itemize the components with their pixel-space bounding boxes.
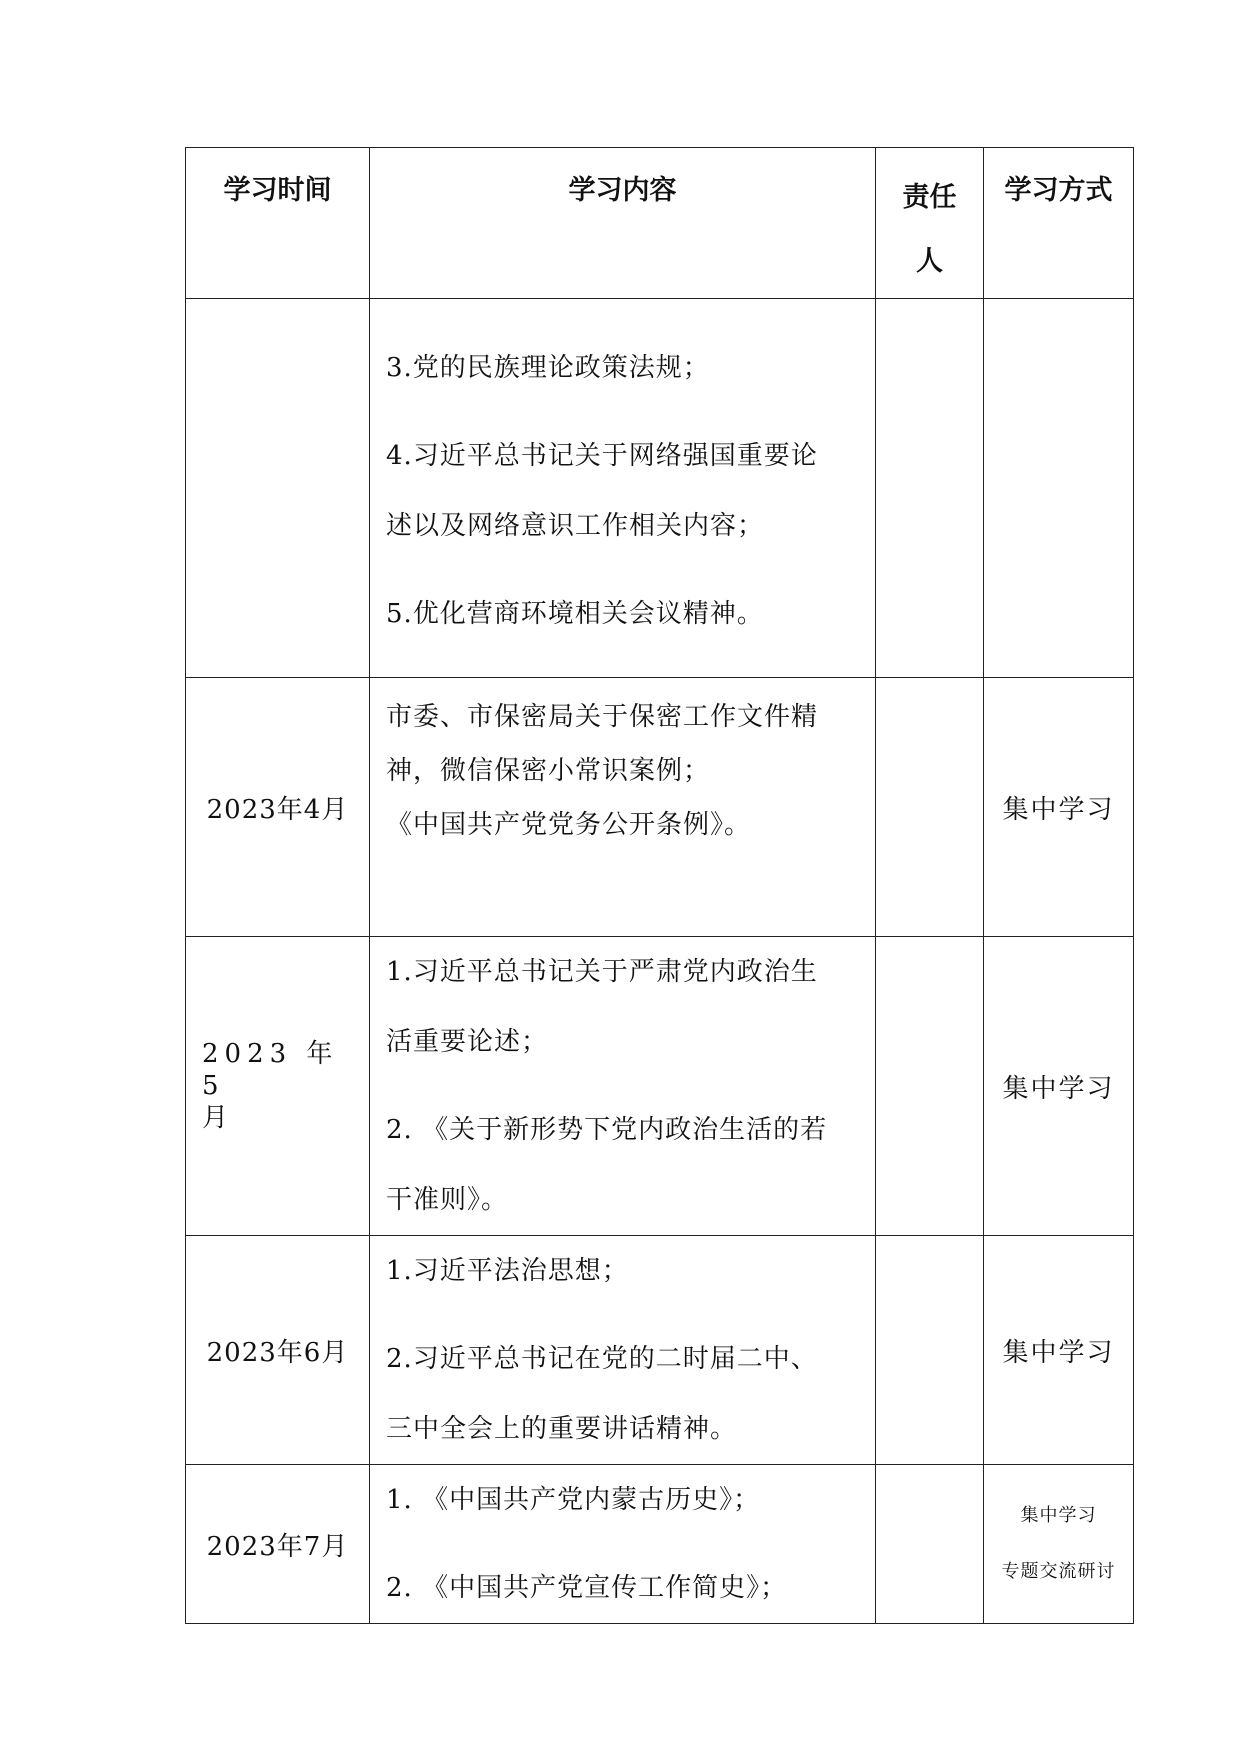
method-cell: 集中学习 — [984, 1236, 1134, 1465]
method-cell — [984, 299, 1134, 678]
person-cell — [876, 937, 984, 1236]
header-study-method: 学习方式 — [984, 148, 1134, 299]
table-row — [186, 299, 1134, 678]
person-cell — [876, 1236, 984, 1465]
content-line: 1. 《中国共产党内蒙古历史》； — [386, 1485, 761, 1515]
content-line: 1.习近平法治思想； — [386, 1256, 629, 1286]
content-cell — [370, 678, 876, 937]
content-line: 活重要论述； — [386, 1027, 549, 1057]
time-cell — [186, 937, 370, 1236]
content-cell — [370, 937, 876, 1236]
method-line-1: 集中学习 — [1020, 1505, 1097, 1526]
header-person-line-1: 责任 — [902, 182, 957, 213]
header-responsible-person — [876, 148, 984, 299]
header-study-time: 学习时间 — [186, 148, 370, 299]
method-cell: 集中学习 — [984, 678, 1134, 937]
table-header-row — [186, 148, 1134, 299]
content-line: 4.习近平总书记关于网络强国重要论 — [386, 441, 818, 471]
person-cell — [876, 1465, 984, 1624]
method-line-2: 专题交流研讨 — [1001, 1561, 1116, 1582]
table-row — [186, 1236, 1134, 1465]
time-line-1: 2023 年 5 — [202, 1039, 339, 1101]
time-line-2: 月 — [202, 1103, 235, 1133]
method-cell: 集中学习 — [984, 937, 1134, 1236]
content-line: 《中国共产党党务公开条例》。 — [386, 810, 752, 840]
person-cell — [876, 299, 984, 678]
content-line: 神，微信保密小常识案例； — [386, 756, 711, 786]
content-line: 1.习近平总书记关于严肃党内政治生 — [386, 957, 818, 987]
content-line: 5.优化营商环境相关会议精神。 — [386, 599, 764, 629]
time-cell: 2023年4月 — [186, 678, 370, 937]
study-plan-table — [185, 147, 1134, 1624]
content-cell — [370, 1236, 876, 1465]
content-line: 述以及网络意识工作相关内容； — [386, 511, 765, 541]
time-cell: 2023年7月 — [186, 1465, 370, 1624]
content-line: 2. 《关于新形势下党内政治生活的若 — [386, 1115, 828, 1145]
content-cell — [370, 1465, 876, 1624]
header-person-line-2: 人 — [916, 246, 943, 277]
table-row — [186, 1465, 1134, 1624]
content-line: 2. 《中国共产党宣传工作简史》； — [386, 1573, 788, 1603]
content-line: 干准则》。 — [386, 1185, 509, 1215]
table-row — [186, 937, 1134, 1236]
content-line: 3.党的民族理论政策法规； — [386, 353, 710, 383]
person-cell — [876, 678, 984, 937]
table-row — [186, 678, 1134, 937]
method-cell — [984, 1465, 1134, 1624]
time-cell — [186, 299, 370, 678]
header-study-content: 学习内容 — [370, 148, 876, 299]
time-cell: 2023年6月 — [186, 1236, 370, 1465]
content-line: 三中全会上的重要讲话精神。 — [386, 1414, 738, 1444]
content-cell — [370, 299, 876, 678]
content-line: 2.习近平总书记在党的二时届二中、 — [386, 1344, 818, 1374]
content-line: 市委、市保密局关于保密工作文件精 — [386, 702, 819, 732]
